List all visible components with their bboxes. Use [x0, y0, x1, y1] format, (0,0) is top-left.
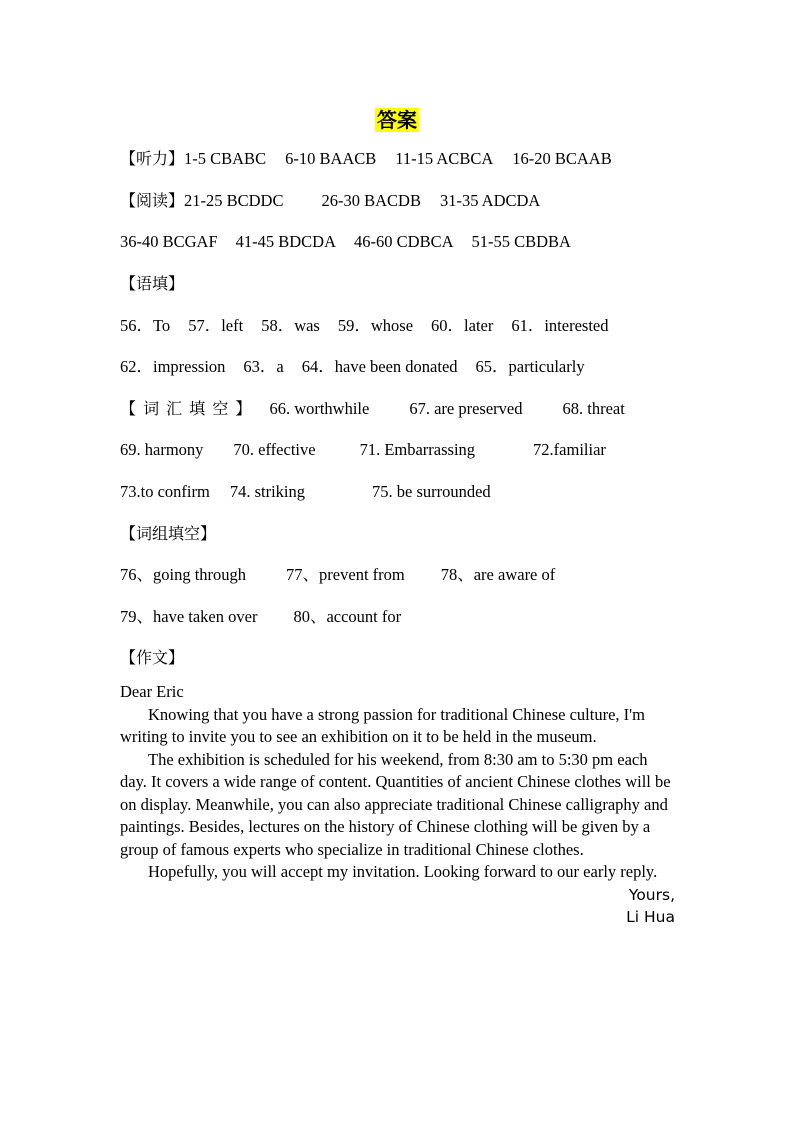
vocab-answer: 68. threat: [562, 399, 625, 418]
vocab-fill-line-2: [120, 440, 606, 460]
grammar-answer: 58．was: [261, 316, 320, 335]
vocab-answer: 67. are preserved: [409, 399, 523, 418]
reading-answer: 46-60 CDBCA: [354, 232, 454, 251]
essay-salutation: Dear Eric: [120, 682, 184, 701]
reading-line-2: [120, 232, 571, 252]
vocab-fill-line-3: [120, 482, 491, 502]
listening-answer: 11-15 ACBCA: [395, 149, 494, 168]
grammar-answer: 59．whose: [337, 316, 414, 335]
phrase-fill-line: [120, 565, 555, 585]
vocab-answer: 69. harmony: [120, 440, 204, 459]
vocab-answer: 74. striking: [229, 482, 305, 501]
vocab-fill-line: [120, 399, 625, 419]
listening-answer: 16-20 BCAAB: [512, 149, 612, 168]
writing-header-line: [120, 648, 184, 668]
phrase-fill-header: 【词组填空】: [120, 524, 217, 543]
reading-answer: 36-40 BCGAF: [120, 232, 218, 251]
essay-paragraph: Knowing that you have a strong passion for traditional Chinese culture, I'm writing to invite you to see an exhibition on it to be held in the museum.: [120, 704, 645, 746]
grammar-answer: 63．a: [243, 357, 284, 376]
grammar-answer: 57．left: [188, 316, 244, 335]
grammar-answer: 56．To: [120, 316, 171, 335]
grammar-fill-line-2: [120, 357, 585, 377]
reading-answer: 41-45 BDCDA: [235, 232, 337, 251]
reading-header: 【阅读】: [120, 191, 185, 210]
vocab-answer: 73.to confirm: [120, 482, 210, 501]
vocab-answer: 75. be surrounded: [372, 482, 491, 501]
listening-header: 【听力】: [120, 149, 185, 168]
phrase-answer: 77、prevent from: [286, 565, 405, 584]
phrase-answer: 76、going through: [120, 565, 247, 584]
grammar-answer: 64．have been donated: [301, 357, 458, 376]
grammar-answer: 61．interested: [511, 316, 609, 335]
phrase-answer: 80、account for: [293, 607, 402, 626]
essay-paragraph: The exhibition is scheduled for his weekend, from 8:30 am to 5:30 pm each day. It covers a wide range of content. Quantities of ancient Chinese clothes will be on display. Meanwhile, you can also appreciate traditional Chinese calligraphy and paintings. Besides, lectures on the history of Chinese clothing will be given by a group of famous experts who specialize in traditional Chinese clothes.: [120, 749, 671, 859]
essay: [120, 681, 675, 929]
listening-answer: 1-5 CBABC: [184, 149, 267, 168]
vocab-answer: 70. effective: [233, 440, 316, 459]
reading-answer: 51-55 CBDBA: [471, 232, 571, 251]
grammar-fill-line: [120, 316, 608, 336]
reading-answer: 26-30 BACDB: [321, 191, 421, 210]
reading-line: [120, 191, 540, 211]
listening-line: [120, 149, 612, 169]
vocab-answer: 72.familiar: [533, 440, 606, 459]
grammar-answer: 62．impression: [120, 357, 226, 376]
vocab-fill-header: 【 词 汇 填 空 】: [120, 399, 252, 418]
phrase-answer: 79、have taken over: [120, 607, 258, 626]
reading-answer: 31-35 ADCDA: [439, 191, 541, 210]
grammar-fill-header-line: [120, 274, 184, 294]
essay-closing: Yours,: [628, 885, 675, 904]
listening-answer: 6-10 BAACB: [285, 149, 377, 168]
vocab-answer: 71. Embarrassing: [359, 440, 476, 459]
vocab-answer: 66. worthwhile: [269, 399, 370, 418]
essay-paragraph: Hopefully, you will accept my invitation. Looking forward to our early reply.: [148, 862, 658, 881]
page-title: [0, 104, 794, 133]
grammar-answer: 65．particularly: [475, 357, 585, 376]
phrase-answer: 78、are aware of: [440, 565, 556, 584]
phrase-fill-line-2: [120, 607, 401, 627]
essay-signature: Li Hua: [626, 908, 675, 926]
phrase-fill-header-line: [120, 524, 216, 544]
title-text: 答案: [377, 108, 417, 132]
reading-answer: 21-25 BCDDC: [184, 191, 284, 210]
grammar-answer: 60．later: [431, 316, 494, 335]
grammar-fill-header: 【语填】: [120, 274, 185, 293]
writing-header: 【作文】: [120, 648, 185, 667]
